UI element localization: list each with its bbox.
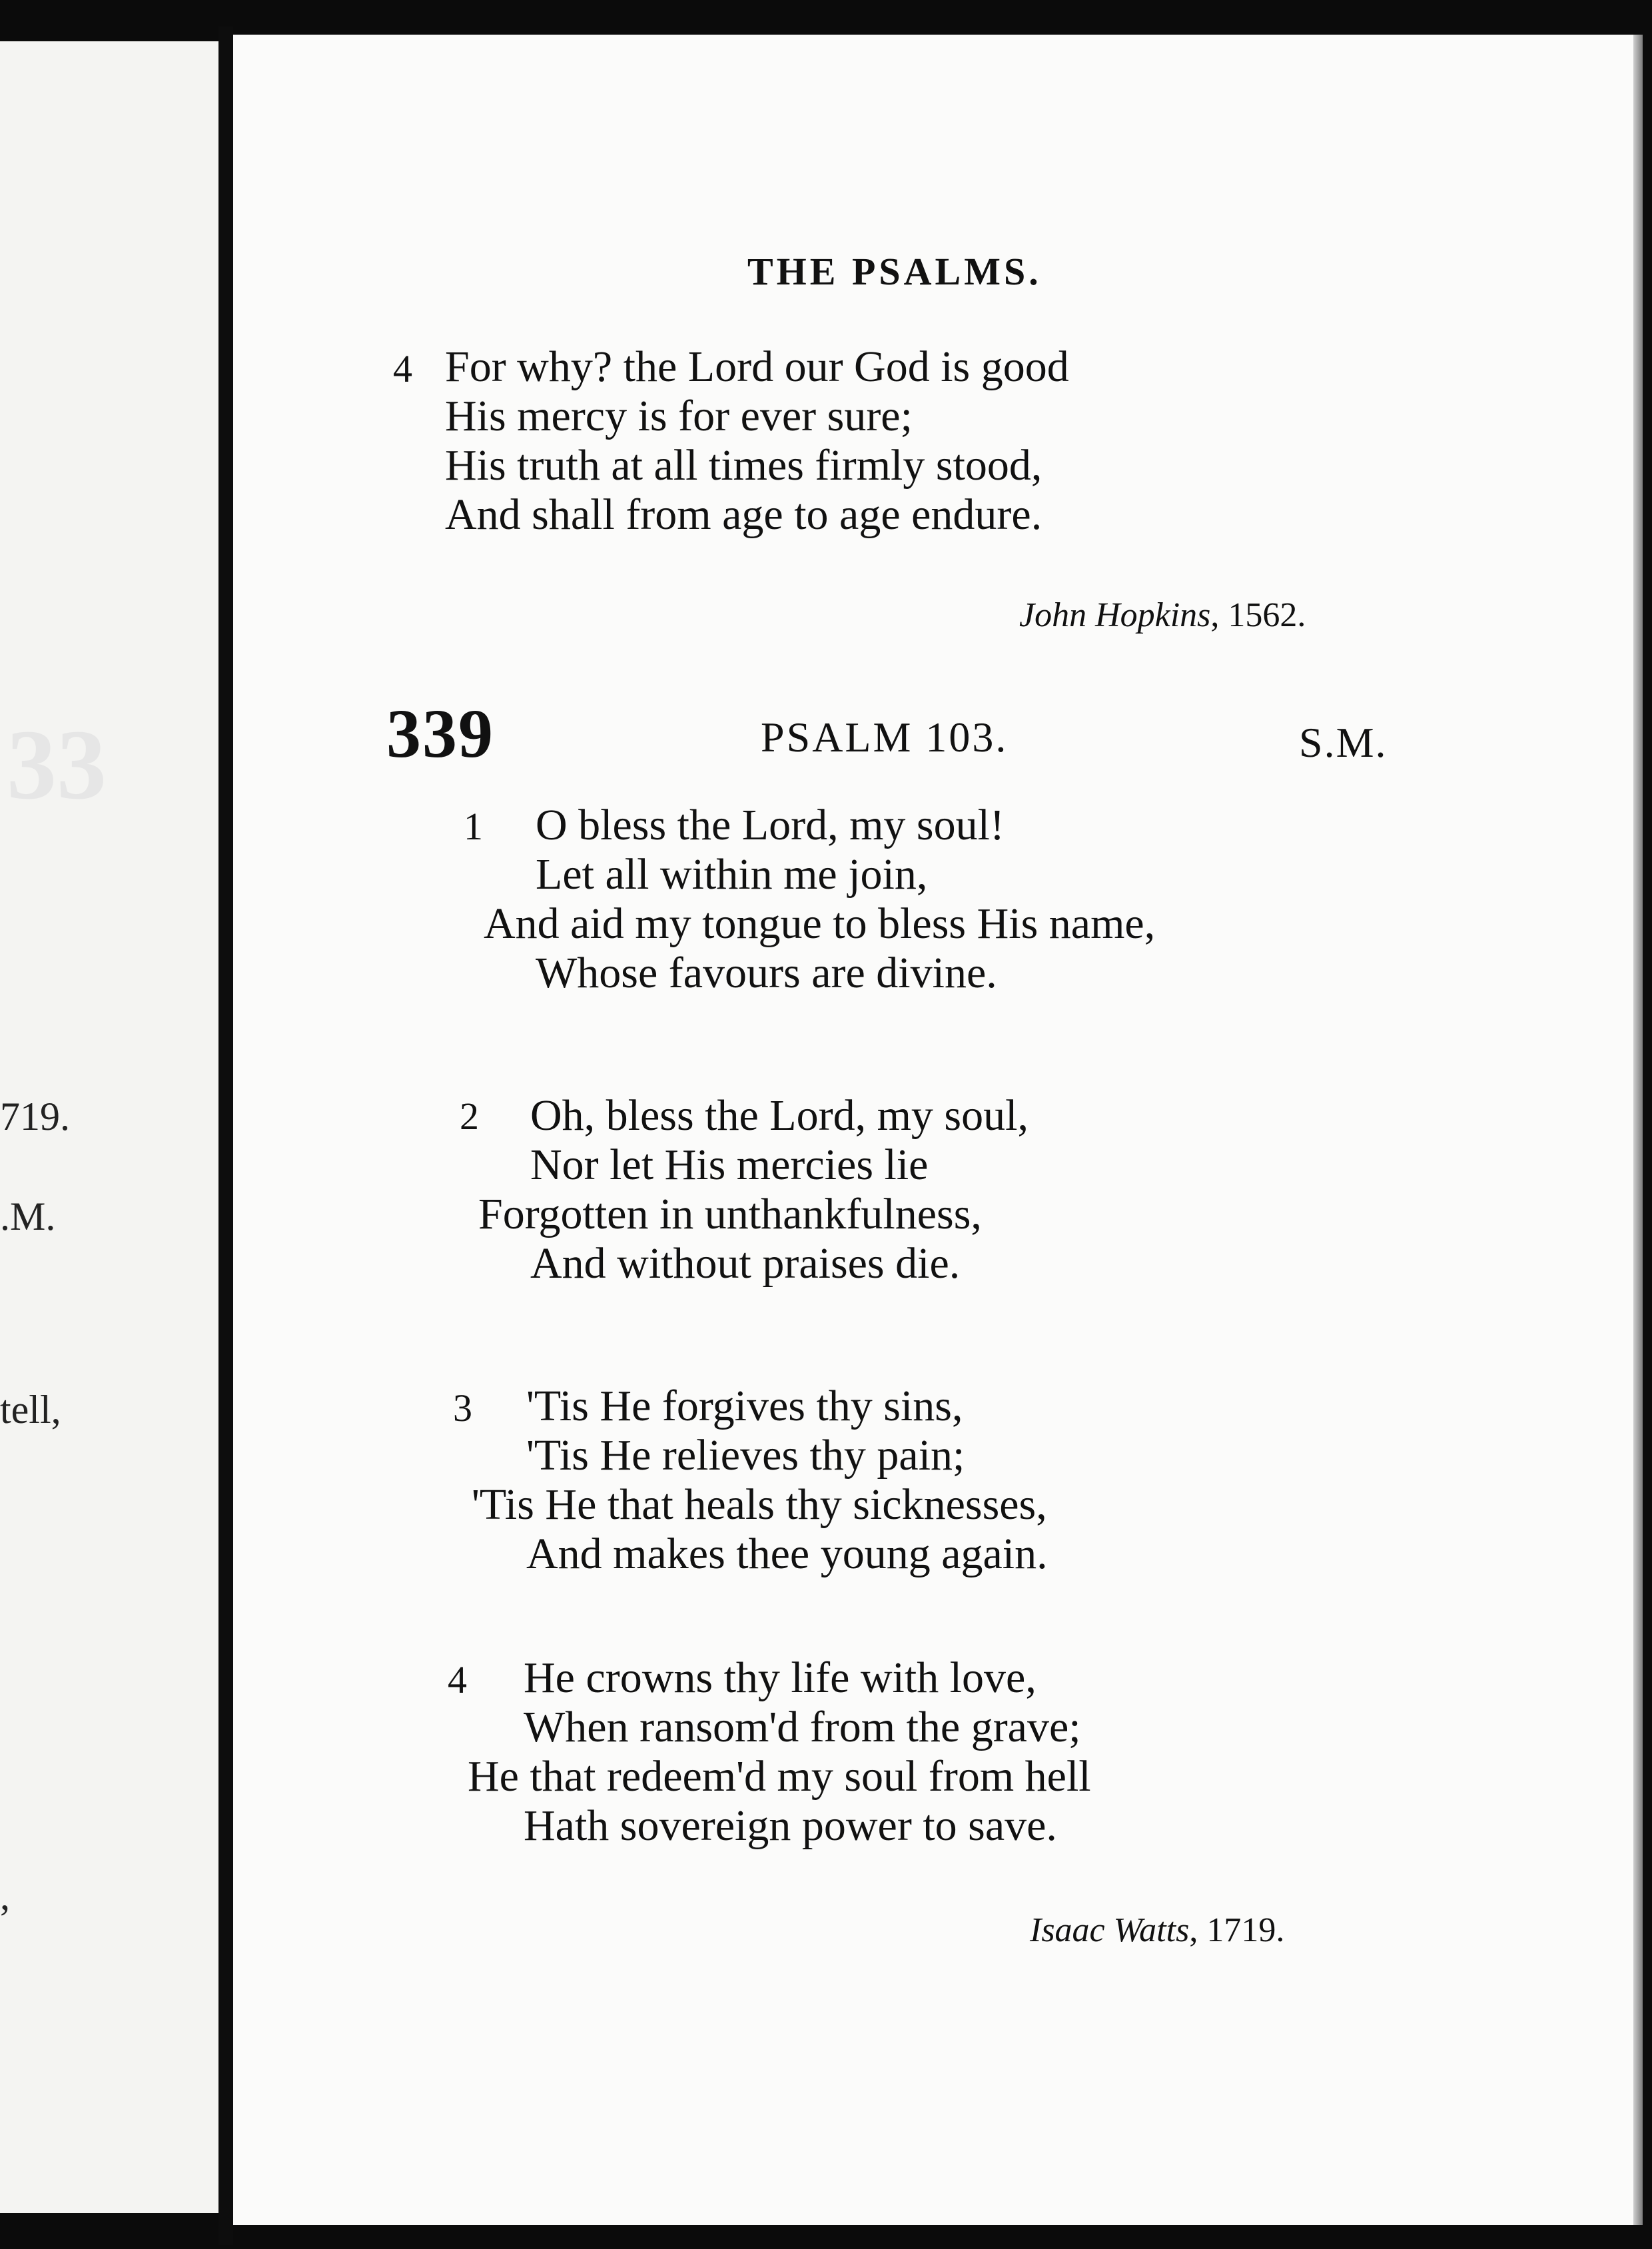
verse-number: 3 [453,1386,472,1430]
stanza-line: For why? the Lord our God is good [445,342,1069,391]
left-fragment-word: tell, [0,1388,61,1432]
verse-line: Let all within me join, [536,850,928,899]
verse-line: Hath sovereign power to save. [524,1801,1057,1850]
hymn-number: 339 [386,695,494,772]
hymnal-page [233,35,1643,2225]
verse-line: And without praises die. [530,1239,961,1288]
verse-line: Nor let His mercies lie [530,1140,929,1189]
left-fragment-meter: .M. [0,1194,56,1238]
running-head: THE PSALMS. [747,250,1042,293]
verse-line: Oh, bless the Lord, my soul, [530,1091,1029,1140]
stanza-line: And shall from age to age endure. [445,490,1042,539]
verse-line: 'Tis He that heals thy sicknesses, [472,1480,1047,1529]
psalm-title: PSALM 103. [761,713,1009,761]
page-edge-shadow [1633,35,1643,2225]
verse-line: 'Tis He forgives thy sins, [526,1382,963,1430]
verse-number: 4 [393,347,412,390]
book-spine [218,27,233,2245]
verse-line: And makes thee young again. [526,1530,1048,1578]
verse-line: He that redeem'd my soul from hell [468,1752,1091,1801]
left-fragment-punct: , [0,1874,10,1918]
verse-line: And aid my tongue to bless His name, [484,899,1156,948]
verse-number: 1 [464,805,483,848]
author-name: John Hopkins [1019,596,1211,634]
verse-number: 2 [460,1095,479,1138]
attribution [1030,1911,1284,1950]
stanza-line: His truth at all times firmly stood, [445,441,1042,490]
left-fragment-year: 719. [0,1095,70,1138]
verse-number: 4 [448,1658,467,1701]
bleed-through-number: 33 [7,709,107,820]
author-year: , 1562. [1210,596,1306,634]
stanza-line: His mercy is for ever sure; [445,392,913,440]
left-facing-page [0,41,230,2213]
meter-label: S.M. [1299,719,1388,766]
verse-line: O bless the Lord, my soul! [536,801,1005,849]
verse-line: Forgotten in unthankfulness, [478,1190,982,1238]
author-year: , 1719. [1189,1911,1285,1949]
verse-line: He crowns thy life with love, [524,1653,1036,1702]
verse-line: Whose favours are divine. [536,949,997,997]
attribution [1019,596,1306,635]
verse-line: 'Tis He relieves thy pain; [526,1431,965,1480]
verse-line: When ransom'd from the grave; [524,1703,1081,1751]
author-name: Isaac Watts [1030,1911,1190,1949]
